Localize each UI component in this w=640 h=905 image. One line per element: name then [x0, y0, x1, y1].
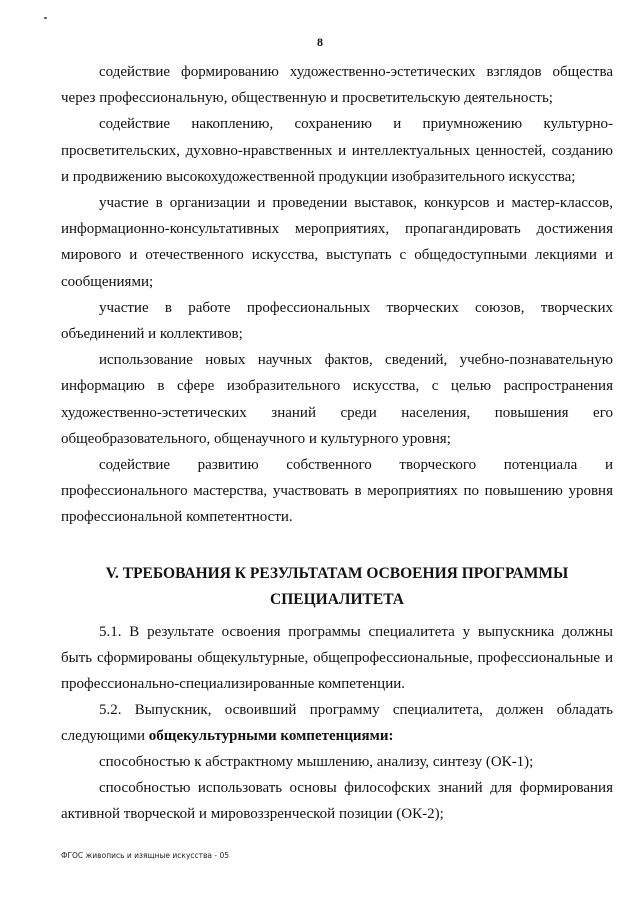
document-body: [61, 59, 613, 827]
page-number: 8: [317, 35, 323, 49]
clause-5-2: [61, 697, 613, 749]
paragraph-3: участие в организации и проведении выставок, конкурсов и мастер-классов, информационно-консультативных мероприятиях, пропагандировать достижения мирового и отечественного искусства, выступать с общедоступными лекциями и сообщениями;: [61, 195, 613, 290]
scan-mark: [44, 17, 47, 19]
paragraph-5: использование новых научных фактов, сведений, учебно-познавательную информацию в сфере изобразительного искусства, с целью распространения художественно-эстетических знаний среди населения, повышения его общеобразовательного, общенаучного и культурного уровня;: [61, 352, 613, 447]
section-heading-line-2: СПЕЦИАЛИТЕТА: [270, 590, 404, 608]
paragraph-4: участие в работе профессиональных творческих союзов, творческих объединений и коллективов;: [61, 299, 613, 343]
paragraph-6: содействие развитию собственного творческого потенциала и профессионального мастерства, участвовать в мероприятиях по повышению уровня профессиональной компетентности.: [61, 457, 613, 526]
competency-ok-2: способностью использовать основы философских знаний для формирования активной творческой и мировоззренческой позиции (ОК-2);: [61, 779, 613, 822]
footer: ФГОС живопись и изящные искусства - 05: [61, 851, 230, 860]
competency-ok-1: способностью к абстрактному мышлению, анализу, синтезу (ОК-1);: [99, 753, 534, 770]
section-heading: [61, 531, 613, 619]
clause-5-2-text: 5.2. Выпускник, освоивший программу специалитета, должен обладать следующими: [61, 701, 613, 744]
section-heading-line-1: V. ТРЕБОВАНИЯ К РЕЗУЛЬТАТАМ ОСВОЕНИЯ ПРОГРАММЫ: [105, 564, 569, 582]
paragraph-2: содействие накоплению, сохранению и приумножению культурно-просветительских, духовно-нравственных и интеллектуальных ценностей, созданию и продвижению высокохудожественной продукции изобразительного искусства;: [61, 116, 613, 185]
clause-5-1: 5.1. В результате освоения программы специалитета у выпускника должны быть сформированы общекультурные, общепрофессиональные, профессиональные и профессионально-специализированные компетенции.: [61, 623, 613, 692]
clause-5-2-bold: общекультурными компетенциями:: [148, 727, 394, 744]
paragraph-1: содействие формированию художественно-эстетических взглядов общества через профессиональную, общественную и просветительскую деятельность;: [61, 64, 613, 107]
